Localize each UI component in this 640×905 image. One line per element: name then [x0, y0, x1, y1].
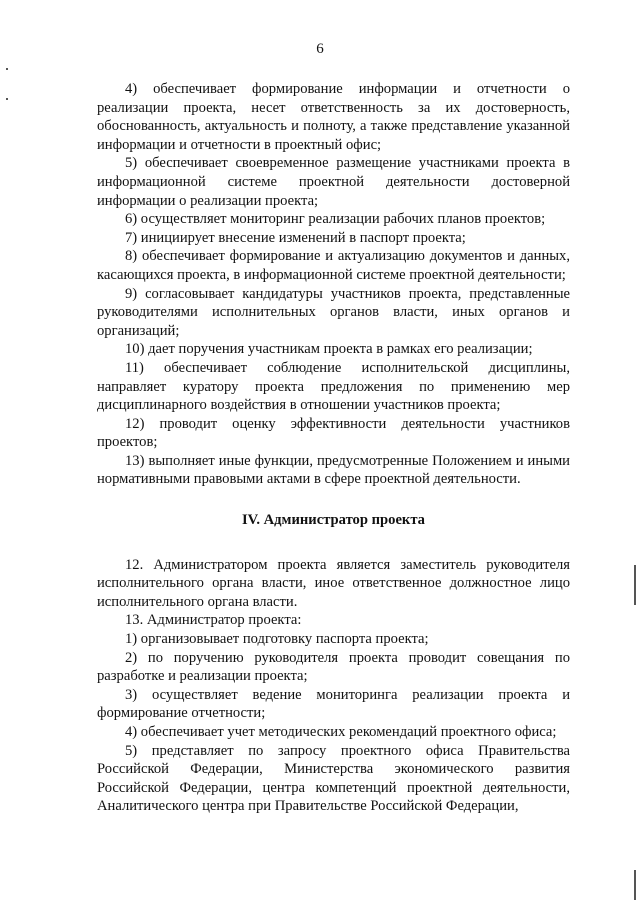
list-item: 3) осуществляет ведение мониторинга реализации проекта и формирование отчетности; — [97, 686, 570, 722]
page-number: 6 — [316, 41, 324, 57]
list-item: 11) обеспечивает соблюдение исполнительской дисциплины, направляет куратору проекта предложения по применению мер дисциплинарного воздействия в отношении участников проекта; — [97, 359, 570, 414]
list-item: 4) обеспечивает формирование информации и отчетности о реализации проекта, несет ответственность за их достоверность, обоснованность, актуальность и полноту, а также представление указанной информации и отчетности в проектный офис; — [97, 81, 570, 153]
list-item: 5) обеспечивает своевременное размещение участниками проекта в информационной системе проектной деятельности достоверной информации о реализации проекта; — [97, 155, 570, 209]
list-item: 13) выполняет иные функции, предусмотренные Положением и иными нормативными правовыми актами в сфере проектной деятельности. — [97, 452, 570, 488]
scan-edge-mark — [6, 98, 8, 100]
list-item: 2) по поручению руководителя проекта проводит совещания по разработке и реализации проекта; — [97, 649, 570, 685]
list-item: 12) проводит оценку эффективности деятельности участников проектов; — [97, 415, 570, 451]
clause-paragraph: 13. Администратор проекта: — [125, 612, 302, 629]
list-item: 4) обеспечивает учет методических рекомендаций проектного офиса; — [125, 724, 557, 740]
list-item: 10) дает поручения участникам проекта в рамках его реализации; — [125, 341, 533, 358]
list-item: 8) обеспечивает формирование и актуализацию документов и данных, касающихся проекта, в информационной системе проектной деятельности; — [97, 248, 570, 283]
list-item: 6) осуществляет мониторинг реализации рабочих планов проектов; — [125, 211, 546, 228]
scan-edge-mark — [6, 68, 8, 70]
list-item: 5) представляет по запросу проектного офиса Правительства Российской Федерации, Министерства экономического развития Российской Федерации, центра компетенций проектной деятельности, Аналитического центра при Правительстве Российской Федерации, — [97, 742, 570, 815]
section-heading: IV. Администратор проекта — [242, 512, 425, 529]
document-body — [97, 80, 570, 816]
list-item: 1) организовывает подготовку паспорта проекта; — [125, 631, 429, 648]
list-item: 7) инициирует внесение изменений в паспорт проекта; — [125, 229, 466, 246]
scan-edge-mark — [634, 565, 636, 605]
list-item: 9) согласовывает кандидатуры участников проекта, представленные руководителями исполнительных органов власти, иных органов и организаций; — [97, 285, 570, 339]
clause-paragraph: 12. Администратором проекта является заместитель руководителя исполнительного органа власти, иное ответственное должностное лицо исполнительного органа власти. — [97, 556, 570, 610]
scan-edge-mark — [634, 870, 636, 900]
